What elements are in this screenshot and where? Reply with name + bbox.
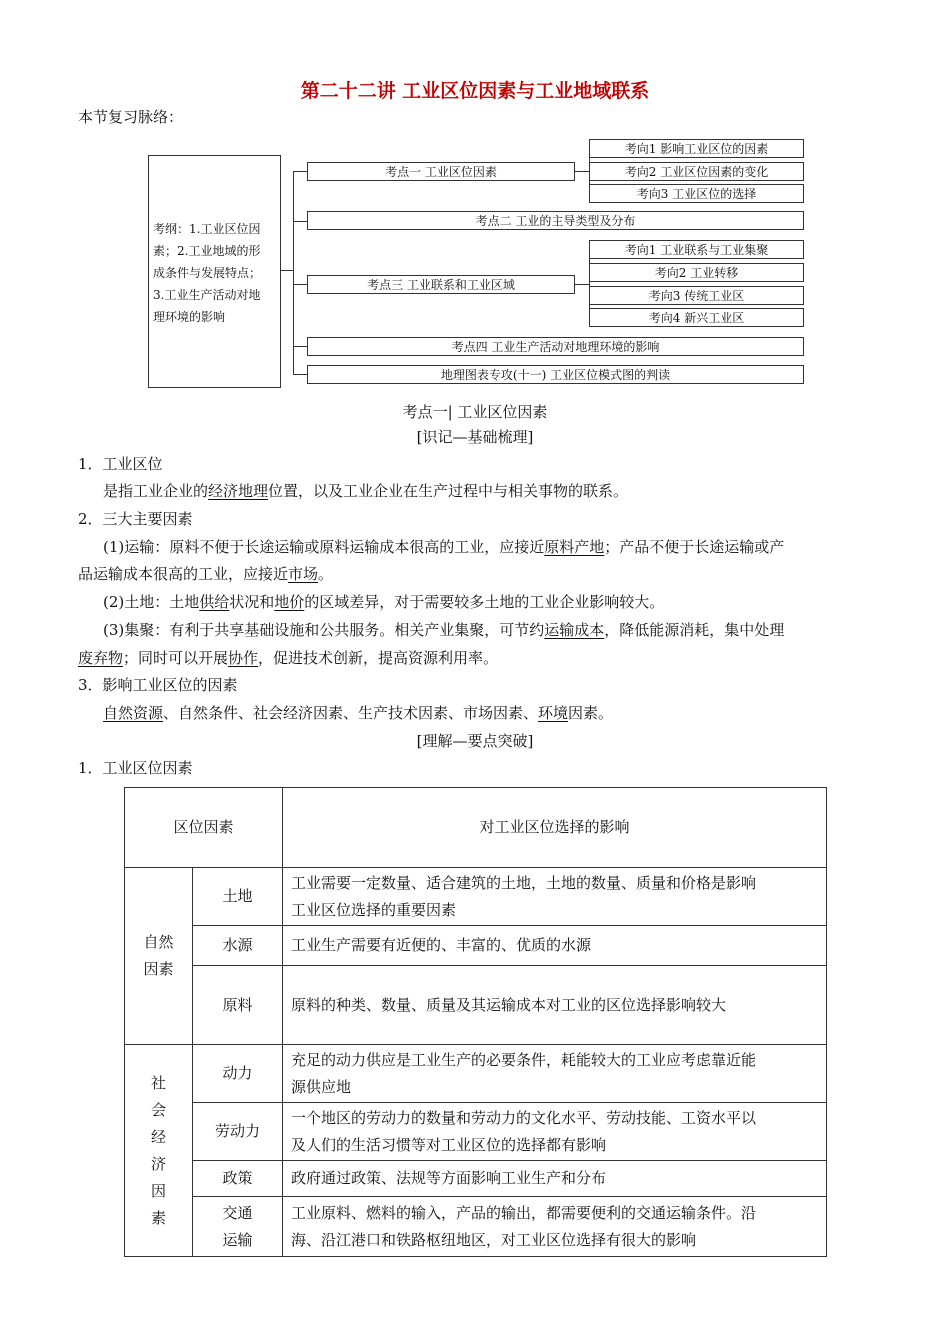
- blank-answer: 原料产地: [544, 538, 605, 556]
- table-row: [125, 1103, 827, 1161]
- item-3-title: 3．影响工业区位的因素: [78, 676, 238, 694]
- table-header-row: [125, 788, 827, 868]
- influence-cell: 原料的种类、数量、质量及其运输成本对工业的区位选择影响较大: [283, 966, 827, 1045]
- outline-box: [148, 155, 281, 388]
- point-2: 考点二 工业的主导类型及分布: [307, 211, 804, 230]
- table-row: [125, 1045, 827, 1103]
- header-influence: 对工业区位选择的影响: [283, 788, 827, 868]
- outline-line: 素；2.工业地域的形: [153, 244, 261, 258]
- blank-answer: 地价: [274, 593, 305, 611]
- item-2c-line2: 废弃物；同时可以开展协作，促进技术创新，提高资源利用率。: [78, 649, 499, 667]
- factor-cell: 政策: [193, 1161, 283, 1197]
- blank-answer: 协作: [228, 649, 259, 667]
- factor-cell: 原料: [193, 966, 283, 1045]
- page-title: 第二十二讲 工业区位因素与工业地域联系: [300, 80, 650, 102]
- blank-answer: 经济地理: [208, 482, 269, 500]
- direction-3-4: 考向4 新兴工业区: [589, 308, 804, 327]
- outline-line: 成条件与发展特点；: [153, 266, 262, 280]
- outline-line: 考纲：1.工业区位因: [153, 222, 261, 236]
- table-row: [125, 1161, 827, 1197]
- factor-cell: 土地: [193, 868, 283, 926]
- direction-1-3: 考向3 工业区位的选择: [589, 184, 804, 203]
- group-natural: 自然 因素: [125, 868, 193, 1045]
- direction-3-2: 考向2 工业转移: [589, 263, 804, 282]
- factor-cell: 劳动力: [193, 1103, 283, 1161]
- item-1-title: 1．工业区位: [78, 455, 163, 473]
- subheading-understand: [理解—要点突破]: [416, 732, 534, 750]
- point-1: 考点一 工业区位因素: [307, 162, 575, 181]
- table-title: 1．工业区位因素: [78, 759, 193, 777]
- blank-answer: 废弃物: [78, 649, 124, 667]
- table-row: [125, 926, 827, 966]
- item-2b: (2)土地：土地供给状况和地价的区域差异，对于需要较多土地的工业企业影响较大。: [103, 593, 665, 611]
- item-2a-line2: 品运输成本很高的工业，应接近市场。: [78, 565, 334, 583]
- table-row: [125, 868, 827, 926]
- blank-answer: 环境: [538, 704, 569, 722]
- item-2-title: 2．三大主要因素: [78, 510, 193, 528]
- item-2a-line1: (1)运输：原料不便于长途运输或原料运输成本很高的工业，应接近原料产地；产品不便于长途运输或产: [103, 538, 785, 556]
- direction-3-3: 考向3 传统工业区: [589, 286, 804, 305]
- blank-answer: 自然资源: [103, 704, 164, 722]
- subheading-recall: [识记—基础梳理]: [416, 428, 534, 446]
- outline-line: 3.工业生产活动对地: [153, 288, 261, 302]
- direction-1-2: 考向2 工业区位因素的变化: [589, 162, 804, 181]
- blank-answer: 市场: [288, 565, 319, 583]
- influence-cell: 一个地区的劳动力的数量和劳动力的文化水平、劳动技能、工资水平以 及人们的生活习惯等对工业区位的选择都有影响: [283, 1103, 827, 1161]
- influence-cell: 政府通过政策、法规等方面影响工业生产和分布: [283, 1161, 827, 1197]
- factor-cell: 水源: [193, 926, 283, 966]
- table-row: [125, 966, 827, 1045]
- direction-3-1: 考向1 工业联系与工业集聚: [589, 240, 804, 259]
- direction-1-1: 考向1 影响工业区位的因素: [589, 139, 804, 158]
- point-3: 考点三 工业联系和工业区域: [307, 275, 575, 294]
- factor-cell: 动力: [193, 1045, 283, 1103]
- chart-special: 地理图表专攻(十一) 工业区位模式图的判读: [307, 365, 804, 384]
- intro-label: 本节复习脉络：: [78, 108, 184, 126]
- point-4: 考点四 工业生产活动对地理环境的影响: [307, 337, 804, 356]
- table-row: [125, 1197, 827, 1257]
- blank-answer: 供给: [199, 593, 230, 611]
- group-social: 社 会 经 济 因 素: [125, 1045, 193, 1257]
- section-heading: 考点一| 工业区位因素: [402, 403, 548, 421]
- item-3-text: 自然资源、自然条件、社会经济因素、生产技术因素、市场因素、环境因素。: [103, 704, 614, 722]
- blank-answer: 运输成本: [544, 621, 605, 639]
- item-2c-line1: (3)集聚：有利于共享基础设施和公共服务。相关产业集聚，可节约运输成本，降低能源消耗，集中处理: [103, 621, 785, 639]
- item-1-text: 是指工业企业的经济地理位置，以及工业企业在生产过程中与相关事物的联系。: [103, 482, 629, 500]
- factor-cell: 交通 运输: [193, 1197, 283, 1257]
- influence-cell: 充足的动力供应是工业生产的必要条件，耗能较大的工业应考虑靠近能 源供应地: [283, 1045, 827, 1103]
- header-factor: 区位因素: [125, 788, 283, 868]
- outline-line: 理环境的影响: [153, 310, 226, 324]
- influence-cell: 工业原料、燃料的输入，产品的输出，都需要便利的交通运输条件。沿 海、沿江港口和铁路枢纽地区，对工业区位选择有很大的影响: [283, 1197, 827, 1257]
- location-factors-table: [124, 787, 827, 1257]
- influence-cell: 工业需要一定数量、适合建筑的土地，土地的数量、质量和价格是影响 工业区位选择的重要因素: [283, 868, 827, 926]
- influence-cell: 工业生产需要有近便的、丰富的、优质的水源: [283, 926, 827, 966]
